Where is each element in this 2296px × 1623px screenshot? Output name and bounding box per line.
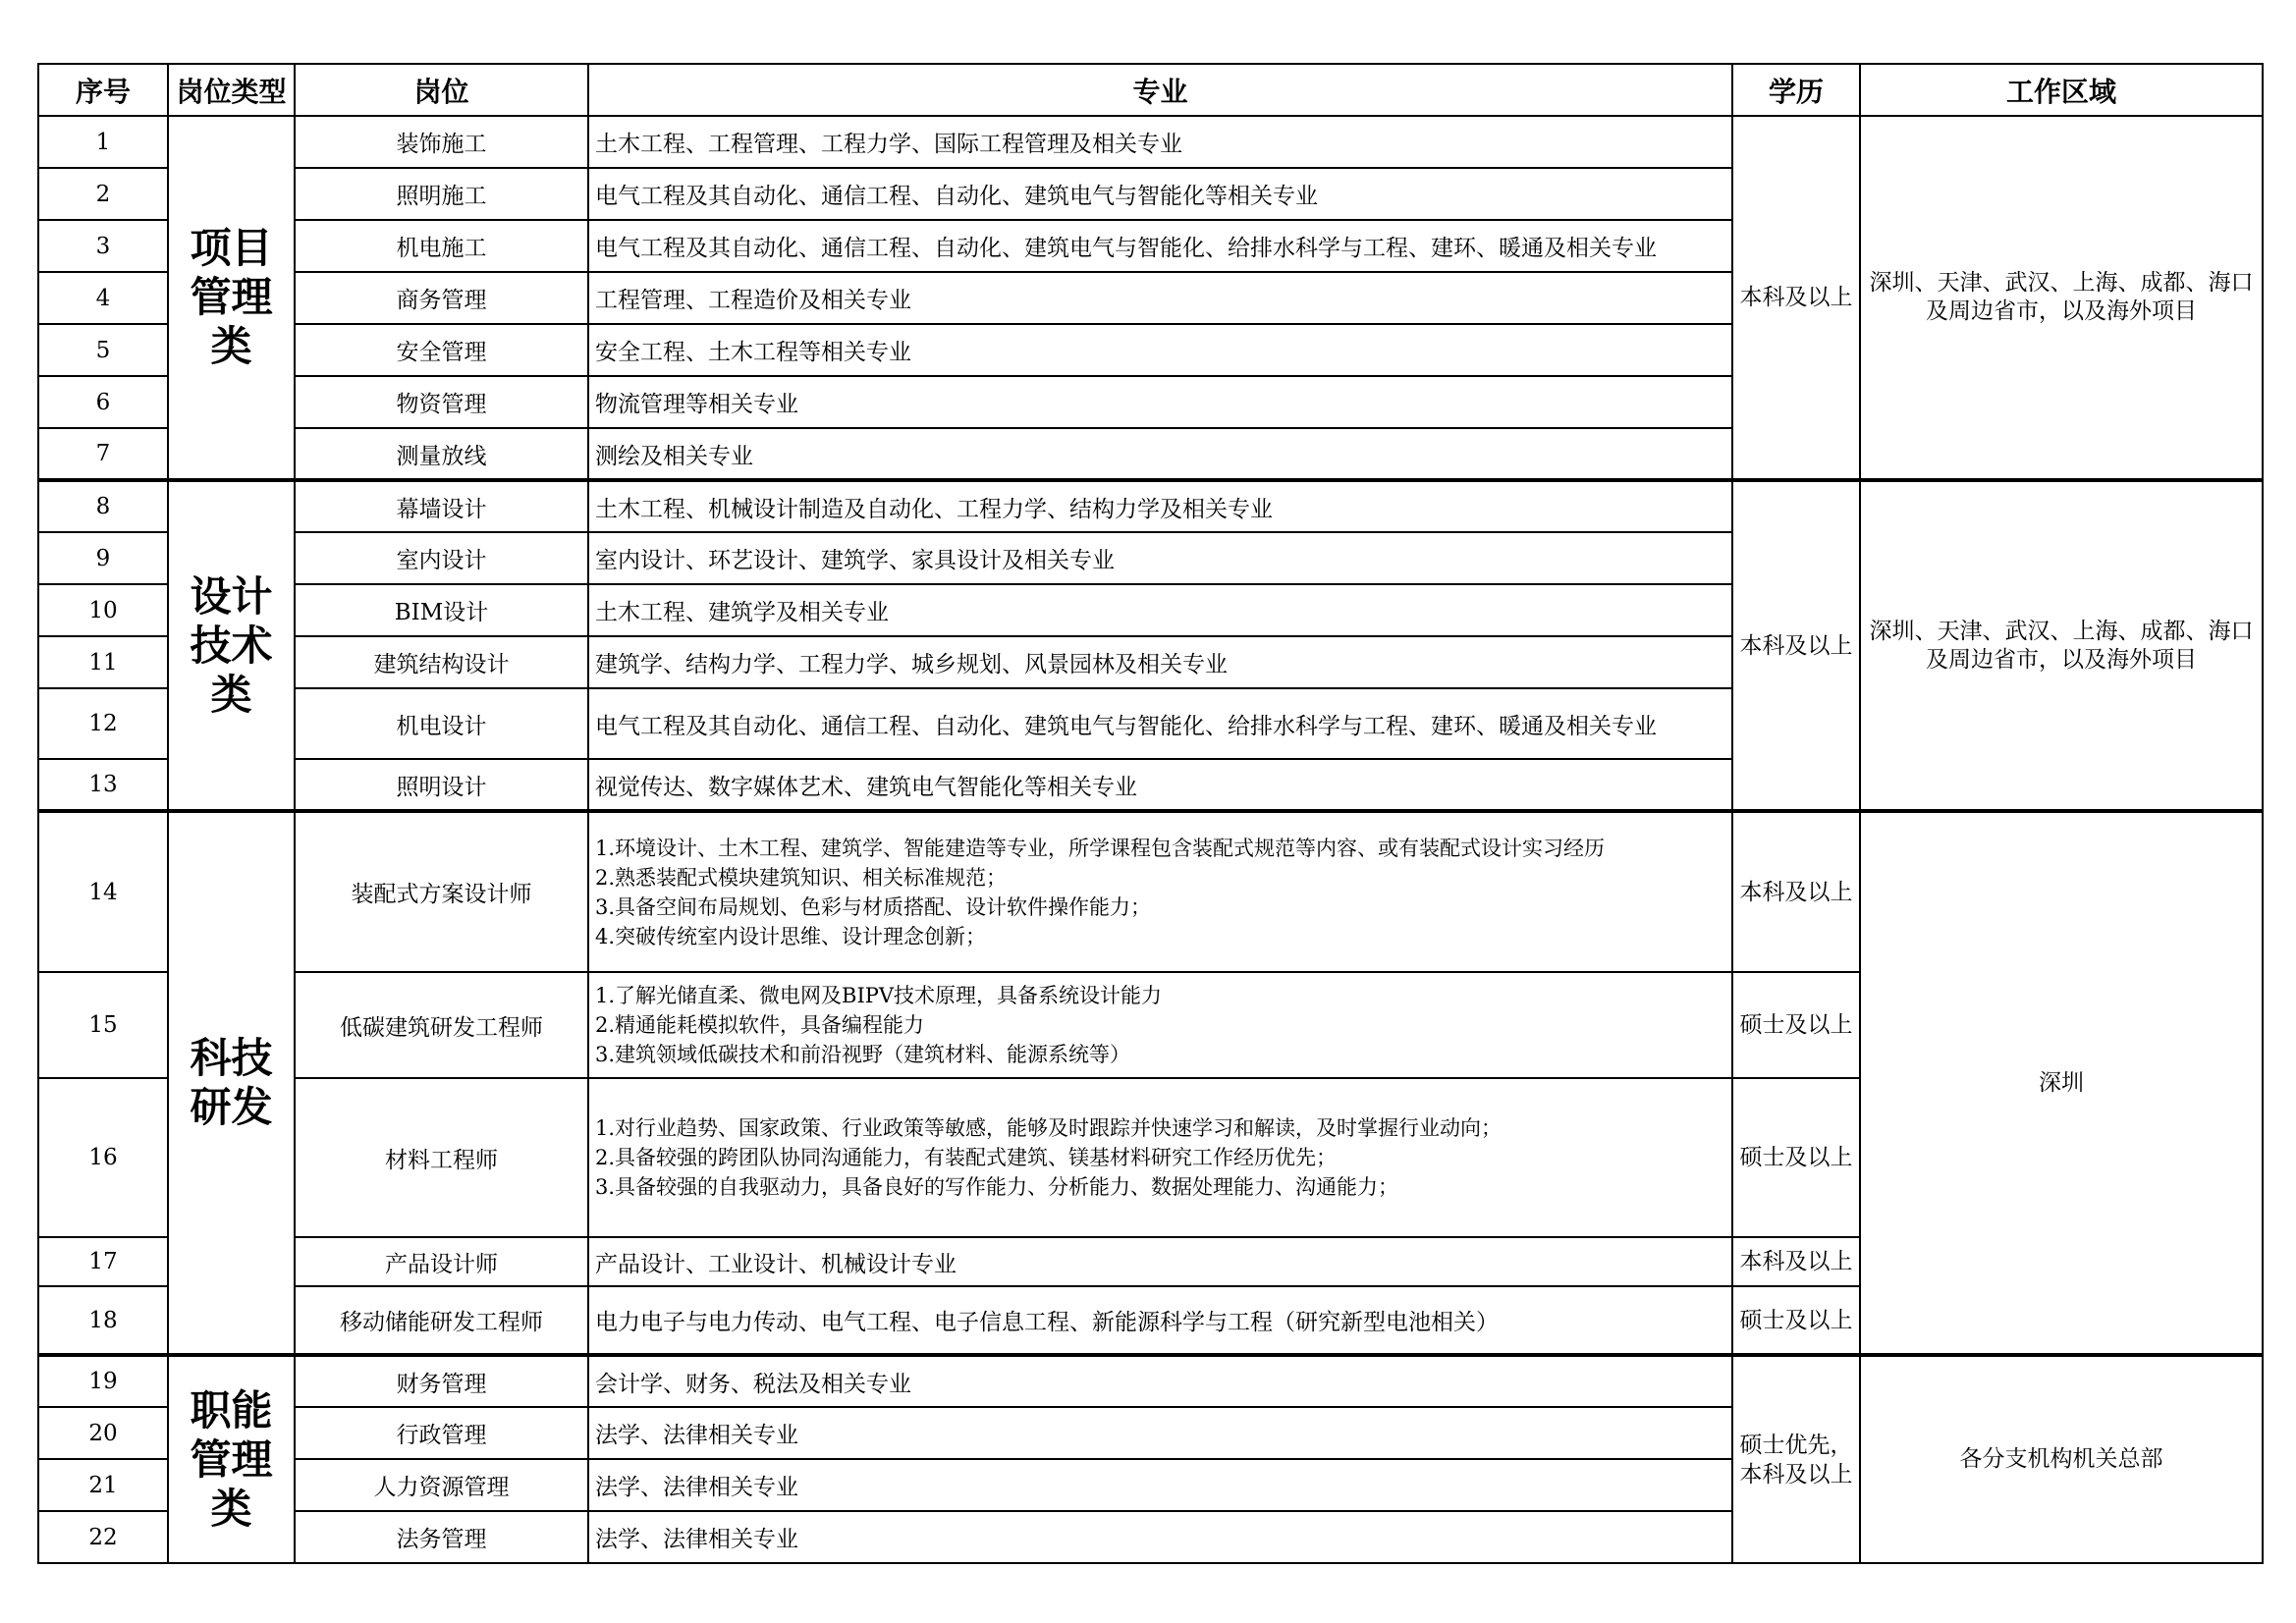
category-cell: 科技 研发 (168, 811, 295, 1355)
major-cell: 电气工程及其自动化、通信工程、自动化、建筑电气与智能化、给排水科学与工程、建环、暖通及相关专业 (588, 220, 1732, 272)
major-cell: 室内设计、环艺设计、建筑学、家具设计及相关专业 (588, 532, 1732, 584)
position-cell: 机电设计 (295, 688, 588, 759)
position-cell: 法务管理 (295, 1511, 588, 1563)
category-cell: 设计 技术 类 (168, 480, 295, 811)
major-cell: 电气工程及其自动化、通信工程、自动化、建筑电气与智能化等相关专业 (588, 168, 1732, 220)
row-number: 5 (38, 324, 168, 376)
recruitment-table (37, 63, 2264, 1564)
education-cell: 硕士及以上 (1732, 972, 1860, 1078)
row-number: 8 (38, 480, 168, 532)
position-cell: 商务管理 (295, 272, 588, 324)
header-row (38, 64, 2263, 116)
position-cell: 财务管理 (295, 1355, 588, 1407)
position-cell: 建筑结构设计 (295, 636, 588, 688)
table-row (38, 480, 2263, 532)
major-cell: 视觉传达、数字媒体艺术、建筑电气智能化等相关专业 (588, 759, 1732, 811)
row-number: 18 (38, 1286, 168, 1355)
row-number: 4 (38, 272, 168, 324)
row-number: 3 (38, 220, 168, 272)
row-number: 15 (38, 972, 168, 1078)
row-number: 20 (38, 1407, 168, 1459)
education-cell: 本科及以上 (1732, 480, 1860, 811)
table-row (38, 1355, 2263, 1407)
major-cell: 安全工程、土木工程等相关专业 (588, 324, 1732, 376)
table-row (38, 811, 2263, 972)
major-cell: 建筑学、结构力学、工程力学、城乡规划、风景园林及相关专业 (588, 636, 1732, 688)
area-cell: 深圳、天津、武汉、上海、成都、海口及周边省市，以及海外项目 (1860, 480, 2263, 811)
area-cell: 深圳 (1860, 811, 2263, 1355)
position-cell: 移动储能研发工程师 (295, 1286, 588, 1355)
position-cell: 安全管理 (295, 324, 588, 376)
header-no: 序号 (38, 64, 168, 116)
row-number: 17 (38, 1237, 168, 1286)
row-number: 6 (38, 376, 168, 428)
education-cell: 硕士优先， 本科及以上 (1732, 1355, 1860, 1563)
major-cell: 会计学、财务、税法及相关专业 (588, 1355, 1732, 1407)
position-cell: 装配式方案设计师 (295, 811, 588, 972)
major-cell: 土木工程、工程管理、工程力学、国际工程管理及相关专业 (588, 116, 1732, 168)
major-cell: 测绘及相关专业 (588, 428, 1732, 480)
position-cell: 低碳建筑研发工程师 (295, 972, 588, 1078)
position-cell: 产品设计师 (295, 1237, 588, 1286)
header-category: 岗位类型 (168, 64, 295, 116)
header-education: 学历 (1732, 64, 1860, 116)
position-cell: 测量放线 (295, 428, 588, 480)
row-number: 19 (38, 1355, 168, 1407)
position-cell: 材料工程师 (295, 1078, 588, 1237)
position-cell: 装饰施工 (295, 116, 588, 168)
category-cell: 项目 管理 类 (168, 116, 295, 480)
row-number: 7 (38, 428, 168, 480)
major-cell: 电气工程及其自动化、通信工程、自动化、建筑电气与智能化、给排水科学与工程、建环、暖通及相关专业 (588, 688, 1732, 759)
major-cell: 电力电子与电力传动、电气工程、电子信息工程、新能源科学与工程（研究新型电池相关） (588, 1286, 1732, 1355)
row-number: 2 (38, 168, 168, 220)
row-number: 14 (38, 811, 168, 972)
position-cell: 室内设计 (295, 532, 588, 584)
table-body (38, 116, 2263, 1563)
position-cell: 机电施工 (295, 220, 588, 272)
major-cell: 1.了解光储直柔、微电网及BIPV技术原理，具备系统设计能力 2.精通能耗模拟软件，具备编程能力 3.建筑领域低碳技术和前沿视野（建筑材料、能源系统等） (588, 972, 1732, 1078)
education-cell: 本科及以上 (1732, 1237, 1860, 1286)
row-number: 1 (38, 116, 168, 168)
row-number: 12 (38, 688, 168, 759)
row-number: 10 (38, 584, 168, 636)
position-cell: 照明设计 (295, 759, 588, 811)
position-cell: 行政管理 (295, 1407, 588, 1459)
major-cell: 土木工程、机械设计制造及自动化、工程力学、结构力学及相关专业 (588, 480, 1732, 532)
education-cell: 本科及以上 (1732, 116, 1860, 480)
education-cell: 硕士及以上 (1732, 1078, 1860, 1237)
table-row (38, 116, 2263, 168)
area-cell: 各分支机构机关总部 (1860, 1355, 2263, 1563)
header-major: 专业 (588, 64, 1732, 116)
category-cell: 职能 管理 类 (168, 1355, 295, 1563)
row-number: 21 (38, 1459, 168, 1511)
major-cell: 产品设计、工业设计、机械设计专业 (588, 1237, 1732, 1286)
major-cell: 1.对行业趋势、国家政策、行业政策等敏感，能够及时跟踪并快速学习和解读，及时掌握行业动向； 2.具备较强的跨团队协同沟通能力，有装配式建筑、镁基材料研究工作经历优先； 3.具备较强的自我驱动力，具备良好的写作能力、分析能力、数据处理能力、沟通能力； (588, 1078, 1732, 1237)
major-cell: 土木工程、建筑学及相关专业 (588, 584, 1732, 636)
row-number: 11 (38, 636, 168, 688)
education-cell: 本科及以上 (1732, 811, 1860, 972)
position-cell: BIM设计 (295, 584, 588, 636)
header-area: 工作区域 (1860, 64, 2263, 116)
major-cell: 法学、法律相关专业 (588, 1459, 1732, 1511)
row-number: 9 (38, 532, 168, 584)
major-cell: 法学、法律相关专业 (588, 1511, 1732, 1563)
position-cell: 人力资源管理 (295, 1459, 588, 1511)
header-position: 岗位 (295, 64, 588, 116)
major-cell: 物流管理等相关专业 (588, 376, 1732, 428)
position-cell: 幕墙设计 (295, 480, 588, 532)
major-cell: 法学、法律相关专业 (588, 1407, 1732, 1459)
row-number: 22 (38, 1511, 168, 1563)
row-number: 16 (38, 1078, 168, 1237)
education-cell: 硕士及以上 (1732, 1286, 1860, 1355)
area-cell: 深圳、天津、武汉、上海、成都、海口及周边省市，以及海外项目 (1860, 116, 2263, 480)
major-cell: 工程管理、工程造价及相关专业 (588, 272, 1732, 324)
position-cell: 物资管理 (295, 376, 588, 428)
row-number: 13 (38, 759, 168, 811)
major-cell: 1.环境设计、土木工程、建筑学、智能建造等专业，所学课程包含装配式规范等内容、或有装配式设计实习经历 2.熟悉装配式模块建筑知识、相关标准规范； 3.具备空间布局规划、色彩与材质搭配、设计软件操作能力； 4.突破传统室内设计思维、设计理念创新； (588, 811, 1732, 972)
position-cell: 照明施工 (295, 168, 588, 220)
